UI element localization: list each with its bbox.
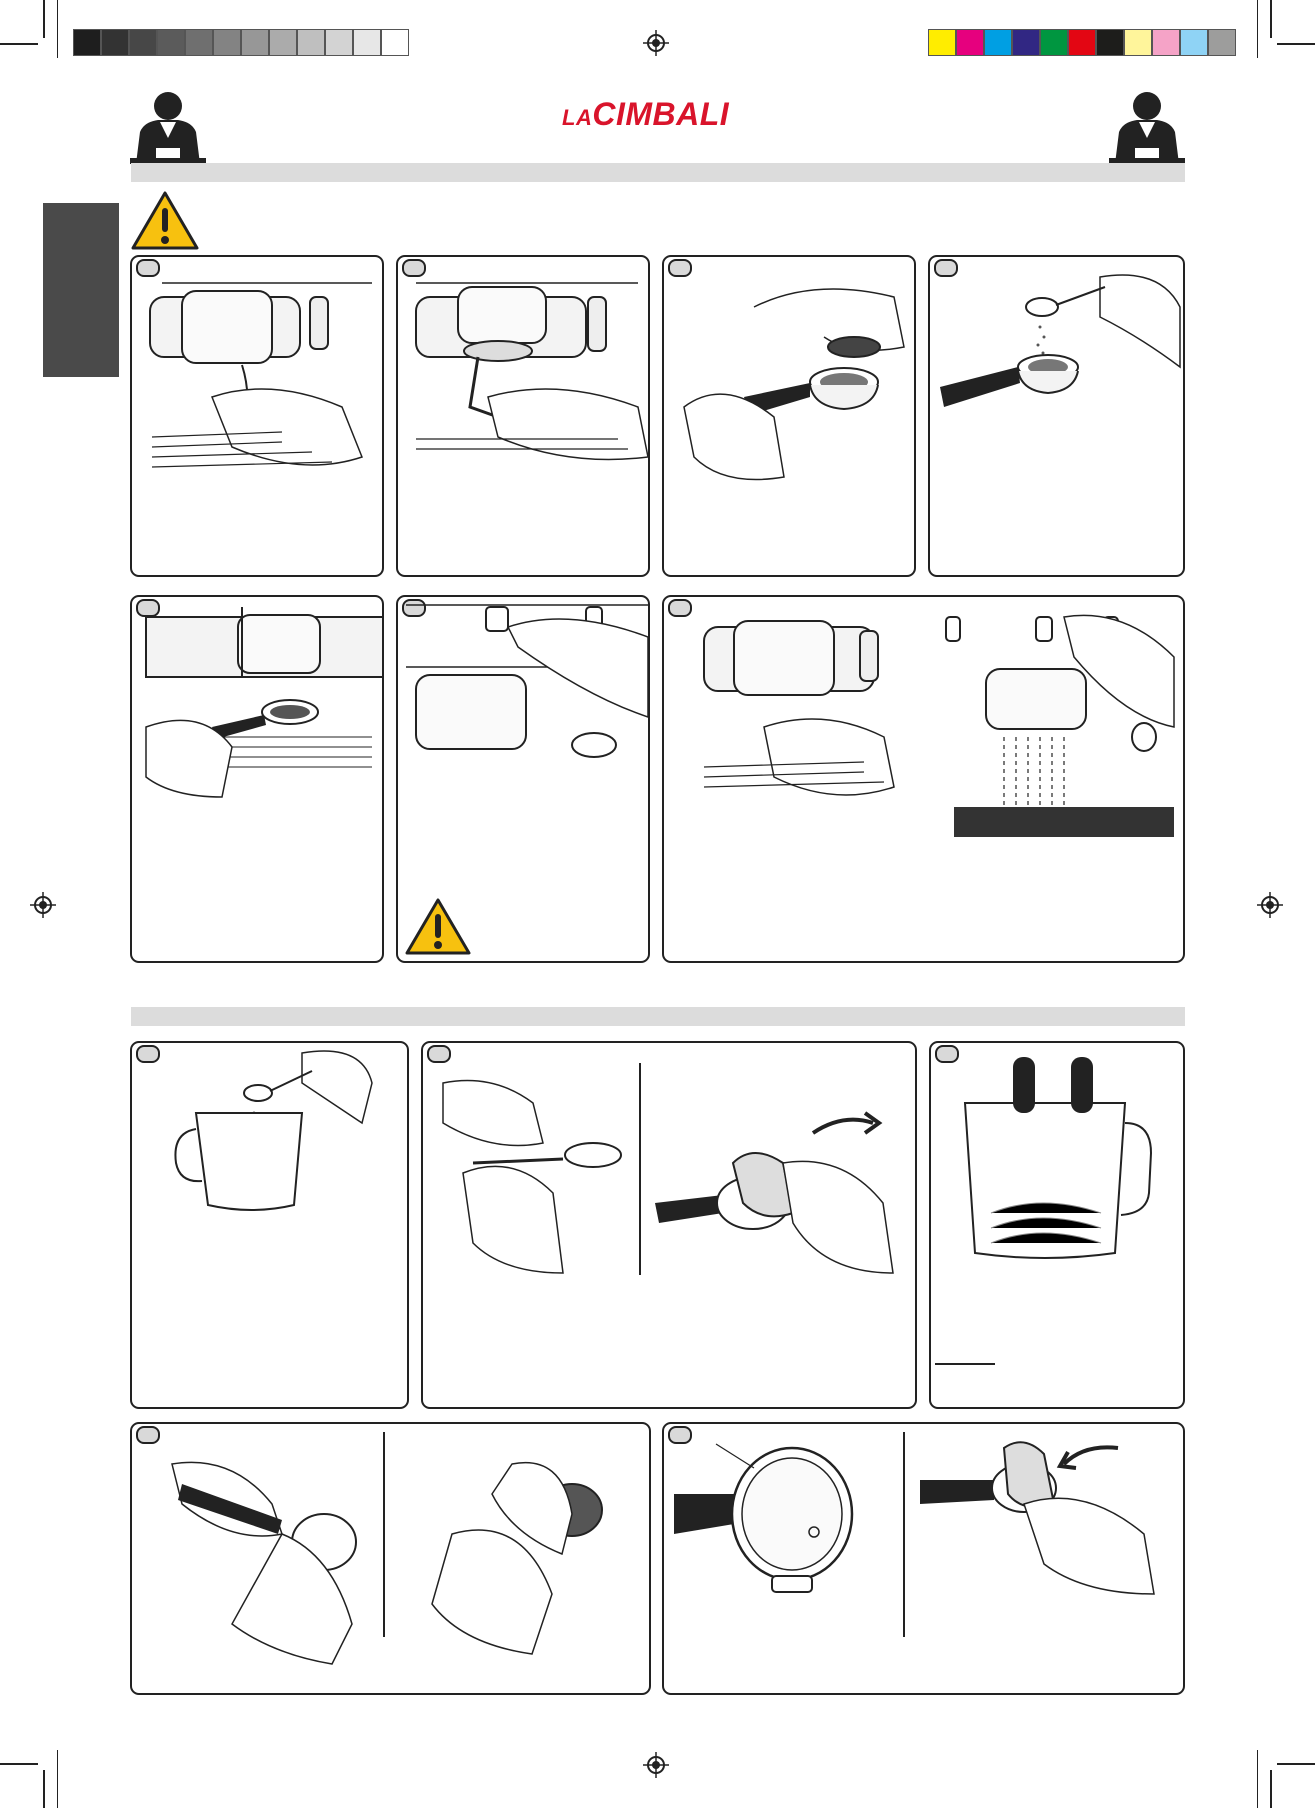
step-panel-12 — [662, 1422, 1185, 1695]
registration-mark-icon — [30, 892, 56, 918]
barista-icon — [1109, 88, 1185, 164]
section2-header-bar — [131, 1007, 1185, 1026]
barista-icon — [130, 88, 206, 164]
engage-filter-holder-illustration — [132, 597, 384, 963]
gray-swatch — [325, 29, 353, 56]
note-underline — [935, 1363, 995, 1365]
registration-mark-icon — [643, 1752, 669, 1778]
step-panel-7 — [662, 595, 1185, 963]
release-and-rinse-illustration — [664, 597, 1185, 963]
color-swatch — [1124, 29, 1152, 56]
color-swatch — [928, 29, 956, 56]
step-panel-5 — [130, 595, 384, 963]
remove-filter-open-spring-illustration — [423, 1043, 917, 1409]
step-panel-8 — [130, 1041, 409, 1409]
refit-filter-spring-illustration — [664, 1424, 1185, 1695]
language-side-tab — [43, 203, 119, 377]
detergent-in-jug-illustration — [132, 1043, 409, 1409]
color-swatch — [1068, 29, 1096, 56]
color-swatch — [1208, 29, 1236, 56]
warning-icon — [130, 190, 200, 252]
color-swatch — [1152, 29, 1180, 56]
registration-mark-icon — [643, 30, 669, 56]
add-detergent-powder-illustration — [930, 257, 1185, 577]
color-swatch — [1012, 29, 1040, 56]
gray-swatch — [129, 29, 157, 56]
gray-swatch — [297, 29, 325, 56]
color-swatch — [956, 29, 984, 56]
clean-gasket-brush-illustration — [398, 257, 650, 577]
gray-swatch — [381, 29, 409, 56]
step-panel-11 — [130, 1422, 651, 1695]
gray-swatch — [213, 29, 241, 56]
soak-filter-holders-illustration — [931, 1043, 1185, 1409]
step-panel-10 — [929, 1041, 1185, 1409]
step-panel-2 — [396, 255, 650, 577]
color-swatch — [984, 29, 1012, 56]
brand-logo: LACIMBALI — [562, 96, 730, 132]
gray-swatch — [353, 29, 381, 56]
section1-header-bar — [131, 163, 1185, 182]
color-swatch — [1040, 29, 1068, 56]
scrub-and-wipe-filter-holder-illustration — [132, 1424, 651, 1695]
step-panel-9 — [421, 1041, 917, 1409]
gray-swatch — [101, 29, 129, 56]
registration-mark-icon — [1257, 892, 1283, 918]
gray-swatch — [157, 29, 185, 56]
gray-swatch — [241, 29, 269, 56]
color-swatch — [1180, 29, 1208, 56]
warning-icon — [404, 897, 472, 957]
remove-filter-holder-illustration — [132, 257, 384, 577]
step-panel-1 — [130, 255, 384, 577]
insert-blind-filter-illustration — [664, 257, 916, 577]
gray-swatch — [73, 29, 101, 56]
step-panel-6 — [396, 595, 650, 963]
gray-swatch — [185, 29, 213, 56]
color-swatch — [1096, 29, 1124, 56]
step-panel-3 — [662, 255, 916, 577]
gray-swatch — [269, 29, 297, 56]
step-panel-4 — [928, 255, 1185, 577]
